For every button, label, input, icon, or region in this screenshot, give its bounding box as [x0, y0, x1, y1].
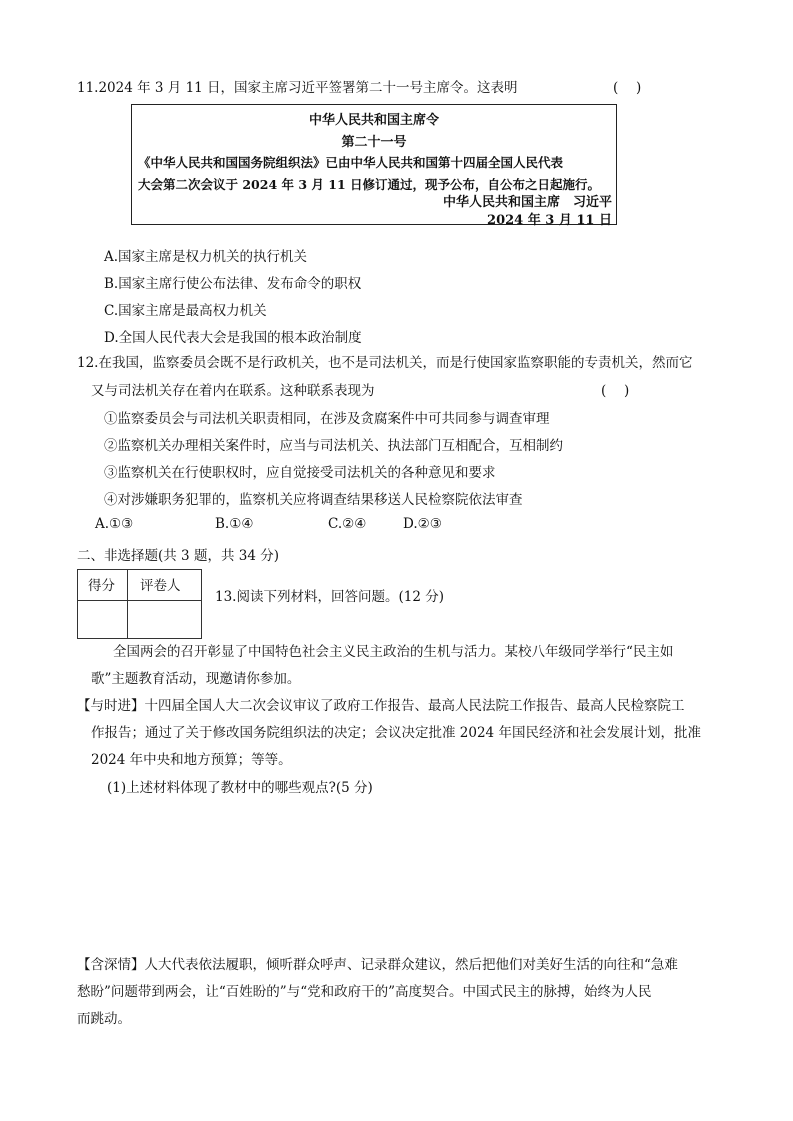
q13-intro-line-2: 歌”主题教育活动，现邀请你参加。 — [91, 671, 301, 687]
notice-signer: 中华人民共和国主席 习近平 — [442, 195, 612, 210]
q11-option-c: C.国家主席是最高权力机关 — [104, 303, 267, 319]
q13-intro-line-1: 全国两会的召开彰显了中国特色社会主义民主政治的生机与活力。某校八年级同学举行“民主如 — [113, 644, 674, 660]
q11-option-a: A.国家主席是权力机关的执行机关 — [104, 249, 308, 265]
score-table — [77, 569, 202, 639]
q13-sub-question-1: (1)上述材料体现了教材中的哪些观点?(5 分) — [107, 780, 373, 796]
q13-part1-line-3: 2024 年中央和地方预算；等等。 — [91, 752, 292, 768]
q12-option-a: A.①③ — [95, 516, 134, 532]
q11-option-b: B.国家主席行使公布法律、发布命令的职权 — [104, 276, 362, 292]
question-13-stem: 13.阅读下列材料，回答问题。(12 分) — [215, 589, 444, 605]
score-label: 得分 — [88, 578, 115, 594]
q13-part1-line-1: 【与时进】十四届全国人大二次会议审议了政府工作报告、最高人民法院工作报告、最高人民检察院工 — [77, 698, 685, 714]
grader-label: 评卷人 — [140, 578, 181, 594]
section-heading: 二、非选择题(共 3 题，共 34 分) — [77, 548, 279, 564]
presidential-order-notice — [131, 104, 617, 228]
q12-option-b: B.①④ — [215, 516, 254, 532]
q12-item-1: ①监察委员会与司法机关职责相同，在涉及贪腐案件中可共同参与调查审理 — [104, 411, 550, 427]
answer-bracket-11: ( ) — [613, 80, 642, 96]
q12-item-4: ④对涉嫌职务犯罪的，监察机关应将调查结果移送人民检察院依法审查 — [104, 492, 523, 508]
q12-item-3: ③监察机关在行使职权时，应自觉接受司法机关的各种意见和要求 — [104, 465, 496, 481]
notice-body-line-2: 大会第二次会议于 2024 年 3 月 11 日修订通过，现予公布，自公布之日起施行。 — [138, 177, 600, 192]
question-11-stem: 11.2024 年 3 月 11 日，国家主席习近平签署第二十一号主席令。这表明 — [77, 80, 518, 96]
q12-option-d: D.②③ — [403, 516, 442, 532]
question-12-stem-line-2: 又与司法机关存在着内在联系。这种联系表现为 — [91, 383, 375, 399]
notice-body-line-1: 《中华人民共和国国务院组织法》已由中华人民共和国第十四届全国人民代表 — [138, 155, 564, 170]
notice-number: 第二十一号 — [341, 135, 407, 150]
notice-title: 中华人民共和国主席令 — [308, 113, 439, 128]
q13-part1-line-2: 作报告；通过了关于修改国务院组织法的决定；会议决定批准 2024 年国民经济和社会发展计划，批准 — [91, 725, 701, 741]
q11-option-d: D.全国人民代表大会是我国的根本政治制度 — [104, 330, 362, 346]
question-12-stem-line-1: 12.在我国，监察委员会既不是行政机关，也不是司法机关，而是行使国家监察职能的专责机关，然而它 — [77, 355, 693, 371]
q13-part2-line-2: 愁盼”问题带到两会，让“百姓盼的”与“党和政府干的”高度契合。中国式民主的脉搏，始终为人民 — [77, 984, 652, 1000]
q12-option-c: C.②④ — [328, 516, 367, 532]
q12-item-2: ②监察机关办理相关案件时，应当与司法机关、执法部门互相配合，互相制约 — [104, 438, 563, 454]
notice-date: 2024 年 3 月 11 日 — [487, 213, 612, 228]
q13-part2-line-3: 而跳动。 — [77, 1011, 131, 1027]
answer-bracket-12: ( ) — [601, 383, 630, 399]
q13-part2-line-1: 【含深情】人大代表依法履职，倾听群众呼声、记录群众建议，然后把他们对美好生活的向往和“急难 — [77, 957, 678, 973]
